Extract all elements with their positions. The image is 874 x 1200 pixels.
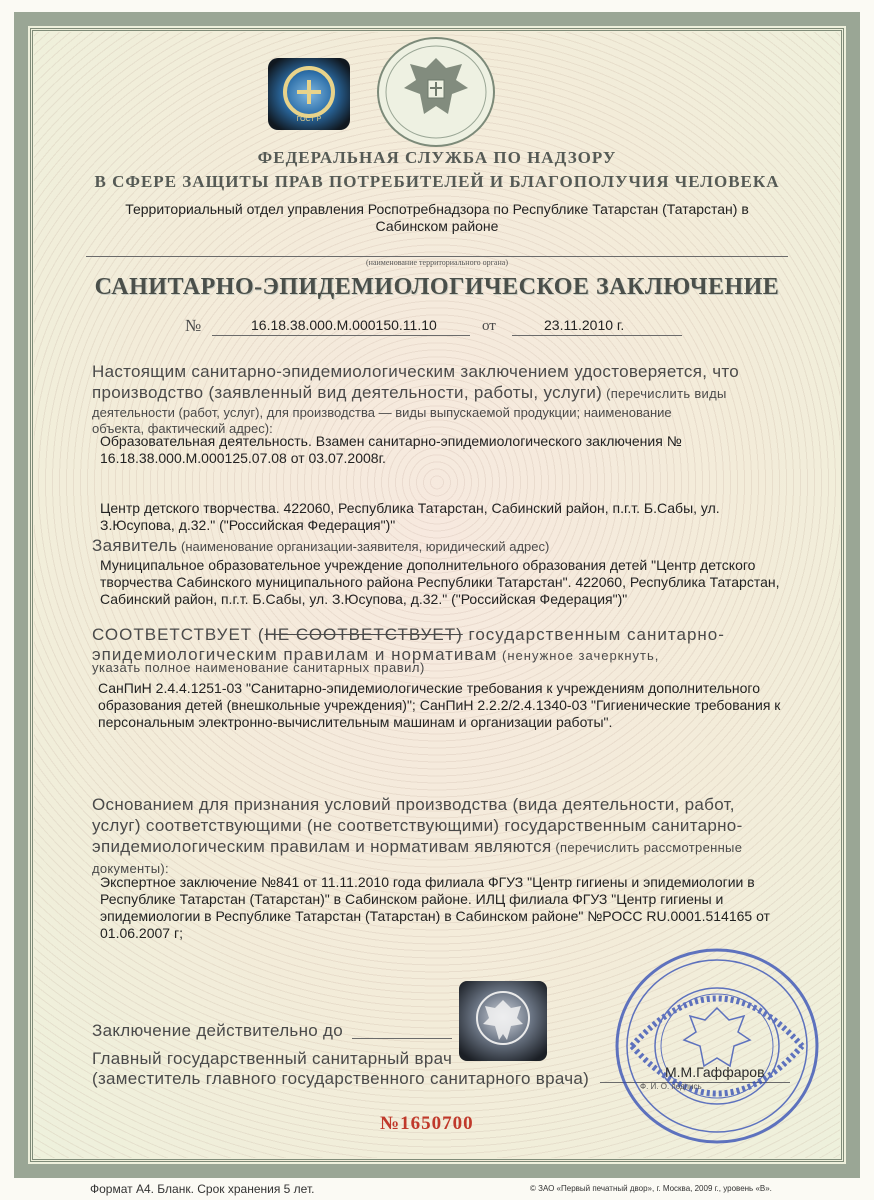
footer-printer: © ЗАО «Первый печатный двор», г. Москва, 2009 г., уровень «В». <box>530 1184 772 1193</box>
signature-line2: (заместитель главного государственного санитарного врача) <box>92 1069 590 1088</box>
compliance-line1 <box>92 624 792 645</box>
basis-line3-hint: (перечислить рассмотренные <box>551 840 743 855</box>
footer-format: Формат А4. Бланк. Срок хранения 5 лет. <box>90 1182 315 1196</box>
intro-line2-main: производство (заявленный вид деятельности, работы, услуги) <box>92 383 603 402</box>
compliance-line2-main: эпидемиологическим правилам и нормативам <box>92 645 498 664</box>
official-stamp <box>612 946 822 1146</box>
activity-line2: 16.18.38.000.М.000125.07.08 от 03.07.2008г. <box>100 450 386 466</box>
applicant-line1: Муниципальное образовательное учреждение дополнительного образования детей "Центр детского <box>100 557 756 573</box>
intro-line4: объекта, фактический адрес): <box>92 421 273 436</box>
logo-caption: ГОСТ Р <box>296 116 322 123</box>
basis-line2: услуг) соответствующими (не соответствующими) государственным санитарно- <box>92 816 743 835</box>
expert-line4: 01.06.2007 г; <box>100 925 183 941</box>
basis-line1: Основанием для признания условий производства (вида деятельности, работ, <box>92 795 735 814</box>
hologram-logo <box>266 56 352 132</box>
document-title: САНИТАРНО-ЭПИДЕМИОЛОГИЧЕСКОЕ ЗАКЛЮЧЕНИЕ <box>94 274 780 300</box>
territorial-org <box>90 201 784 235</box>
applicant-line3: Сабинский район, п.г.т. Б.Сабы, ул. З.Юсупова, д.32." ("Российская Федерация")" <box>100 591 628 607</box>
number-value: 16.18.38.000.М.000150.11.10 <box>251 317 437 333</box>
object-block <box>100 500 800 534</box>
compliance-struck: НЕ СООТВЕТСТВУЕТ) <box>264 625 463 644</box>
compliance-rest: государственным санитарно- <box>462 625 725 644</box>
object-line1: Центр детского творчества. 422060, Республика Татарстан, Сабинский район, п.г.т. Б.Сабы, ул. <box>100 500 720 516</box>
applicant-hint: (наименование организации-заявителя, юридический адрес) <box>177 539 550 554</box>
rules-line2: образования детей (внешкольные учреждения)"; СанПиН 2.2.2/2.4.1340-03 "Гигиенические требования к <box>98 697 781 713</box>
basis-line3-main: эпидемиологическим правилам и нормативам являются <box>92 837 552 856</box>
activity-block <box>100 433 800 467</box>
header-line1: ФЕДЕРАЛЬНАЯ СЛУЖБА ПО НАДЗОРУ <box>257 148 617 167</box>
number-sign: № <box>185 316 202 335</box>
rules-line3: персональным электронно-вычислительным машинам и организации работы". <box>98 714 613 730</box>
signature-line1: Главный государственный санитарный врач <box>92 1049 453 1068</box>
blank-number: №1650700 <box>380 1113 474 1134</box>
applicant-label-row <box>92 535 792 556</box>
header-line2: В СФЕРЕ ЗАЩИТЫ ПРАВ ПОТРЕБИТЕЛЕЙ И БЛАГОПОЛУЧИЯ ЧЕЛОВЕКА <box>94 172 780 191</box>
compliance-line2-hint: (ненужное зачеркнуть, <box>497 648 660 663</box>
intro-line3: деятельности (работ, услуг), для производства — виды выпускаемой продукции; наименование <box>92 405 672 420</box>
org-caption: (наименование территориального органа) <box>366 258 508 267</box>
activity-line1: Образовательная деятельность. Взамен санитарно-эпидемиологического заключения № <box>100 433 682 449</box>
validity-label: Заключение действительно до <box>92 1021 344 1040</box>
signer-name: М.М.Гаффаров <box>665 1064 765 1080</box>
expert-line3: эпидемиологии в Республике Татарстан (Татарстан) в Сабинском районе" №РОСС RU.0001.514165 от <box>100 908 770 924</box>
basis-block <box>92 794 792 879</box>
rules-block <box>98 680 808 731</box>
validity-underline <box>352 1038 452 1039</box>
hologram-sticker <box>458 980 548 1062</box>
object-line2: З.Юсупова, д.32." ("Российская Федерация")" <box>100 517 396 533</box>
signer-caption: Ф. И. О. подпись <box>640 1082 702 1091</box>
intro-line1: Настоящим санитарно-эпидемиологическим заключением удостоверяется, что <box>92 362 740 381</box>
date-value: 23.11.2010 г. <box>544 317 625 333</box>
expert-block <box>100 874 800 942</box>
compliance-open: ( <box>252 625 265 644</box>
compliance-word: СООТВЕТСТВУЕТ <box>92 625 253 644</box>
basis-line3 <box>92 836 792 858</box>
basis-line4: документы): <box>92 861 169 876</box>
org-underline <box>86 256 788 257</box>
number-underline <box>212 335 470 336</box>
date-underline <box>512 335 682 336</box>
expert-line1: Экспертное заключение №841 от 11.11.2010 года филиала ФГУЗ "Центр гигиены и эпидемиологии в <box>100 874 755 890</box>
emblem-eagle <box>376 36 496 148</box>
applicant-line2: творчества Сабинского муниципального района Республики Татарстан". 422060, Республика Татарстан, <box>100 574 780 590</box>
applicant-block <box>100 557 800 608</box>
rules-line1: СанПиН 2.4.4.1251-03 "Санитарно-эпидемиологические требования к учреждениям дополнительного <box>98 680 760 696</box>
intro-line2 <box>92 382 792 404</box>
compliance-line3: указать полное наименование санитарных правил) <box>92 660 425 675</box>
expert-line2: Республике Татарстан (Татарстан)" в Сабинском районе. ИЛЦ филиала ФГУЗ "Центр гигиены и <box>100 891 724 907</box>
intro-line2-hint: (перечислить виды <box>602 386 727 401</box>
from-label: от <box>482 318 496 334</box>
org-line2: Сабинском районе <box>375 218 499 234</box>
applicant-label: Заявитель <box>92 536 178 555</box>
org-line1: Территориальный отдел управления Роспотребнадзора по Республике Татарстан (Татарстан) в <box>125 201 749 217</box>
